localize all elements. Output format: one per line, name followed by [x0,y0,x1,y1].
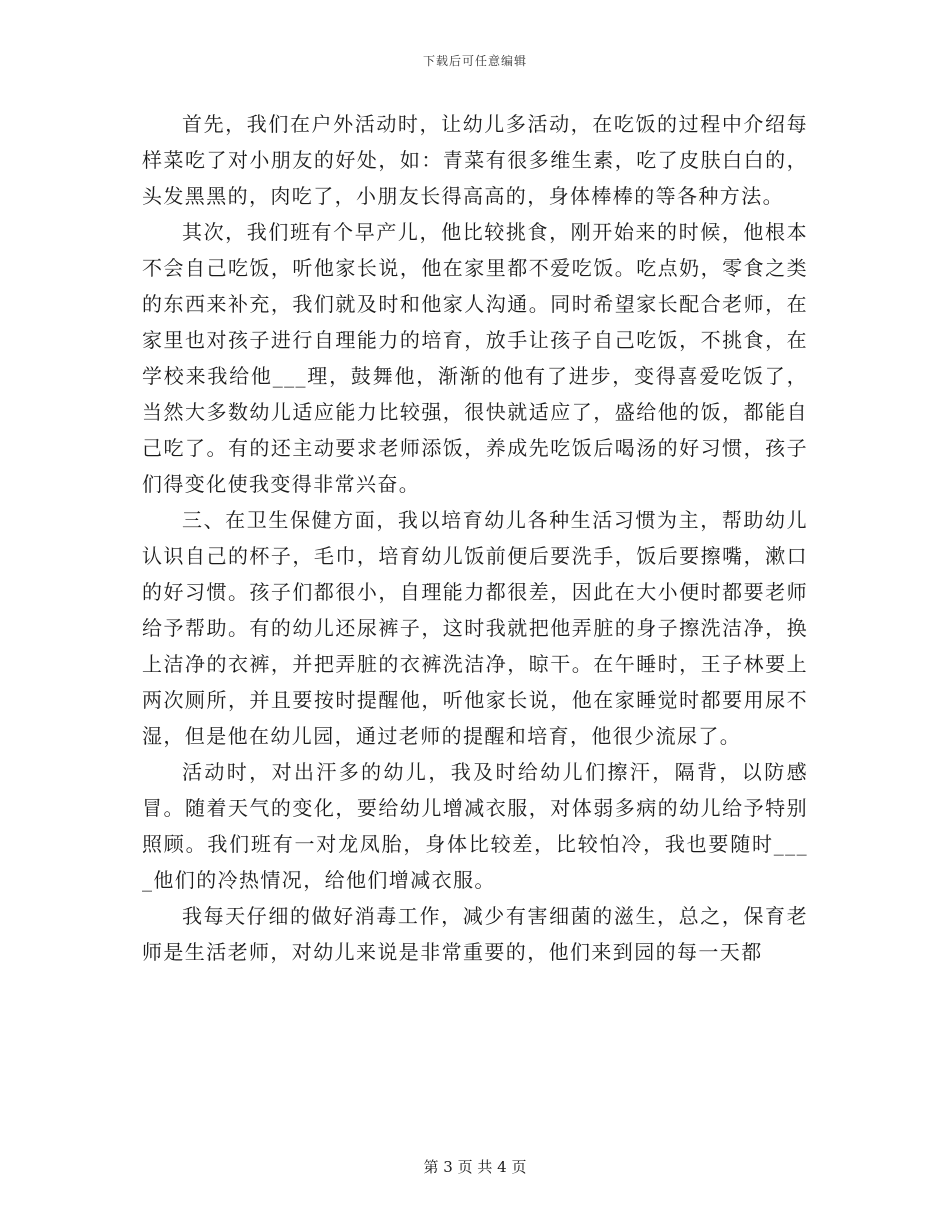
page-header: 下载后可任意编辑 [422,54,527,68]
paragraph-5: 我每天仔细的做好消毒工作，减少有害细菌的滋生，总之，保育老师是生活老师，对幼儿来说是非常重要的，他们来到园的每一天都 [142,904,808,964]
paragraph-3: 三、在卫生保健方面，我以培育幼儿各种生活习惯为主，帮助幼儿认识自己的杯子，毛巾，培育幼儿饭前便后要洗手，饭后要擦嘴，漱口的好习惯。孩子们都很小，自理能力都很差，因此在大小便时都要老师给予帮助。有的幼儿还尿裤子，这时我就把他弄脏的身子擦洗洁净，换上洁净的衣裤，并把弄脏的衣裤洗洁净，晾干。在午睡时，王子林要上两次厕所，并且要按时提醒他，听他家长说，他在家睡觉时都要用尿不湿，但是他在幼儿园，通过老师的提醒和培育，他很少流尿了。 [142,508,808,748]
page-number: 第 3 页 共 4 页 [423,1158,527,1176]
paragraph-4: 活动时，对出汗多的幼儿，我及时给幼儿们擦汗，隔背，以防感冒。随着天气的变化，要给幼儿增减衣服，对体弱多病的幼儿给予特别照顾。我们班有一对龙凤胎，身体比较差，比较怕冷，我也要随时____他们的冷热情况，给他们增减衣服。 [142,760,808,892]
paragraph-2: 其次，我们班有个早产儿，他比较挑食，刚开始来的时候，他根本不会自己吃饭，听他家长说，他在家里都不爱吃饭。吃点奶，零食之类的东西来补充，我们就及时和他家人沟通。同时希望家长配合老师，在家里也对孩子进行自理能力的培育，放手让孩子自己吃饭，不挑食，在学校来我给他___理，鼓舞他，渐渐的他有了进步，变得喜爱吃饭了，当然大多数幼儿适应能力比较强，很快就适应了，盛给他的饭，都能自己吃了。有的还主动要求老师添饭，养成先吃饭后喝汤的好习惯，孩子们得变化使我变得非常兴奋。 [142,220,808,496]
document-body [142,106,808,970]
paragraph-1: 首先，我们在户外活动时，让幼儿多活动，在吃饭的过程中介绍每样菜吃了对小朋友的好处，如：青菜有很多维生素，吃了皮肤白白的，头发黑黑的，肉吃了，小朋友长得高高的，身体棒棒的等各种方法。 [142,112,808,208]
